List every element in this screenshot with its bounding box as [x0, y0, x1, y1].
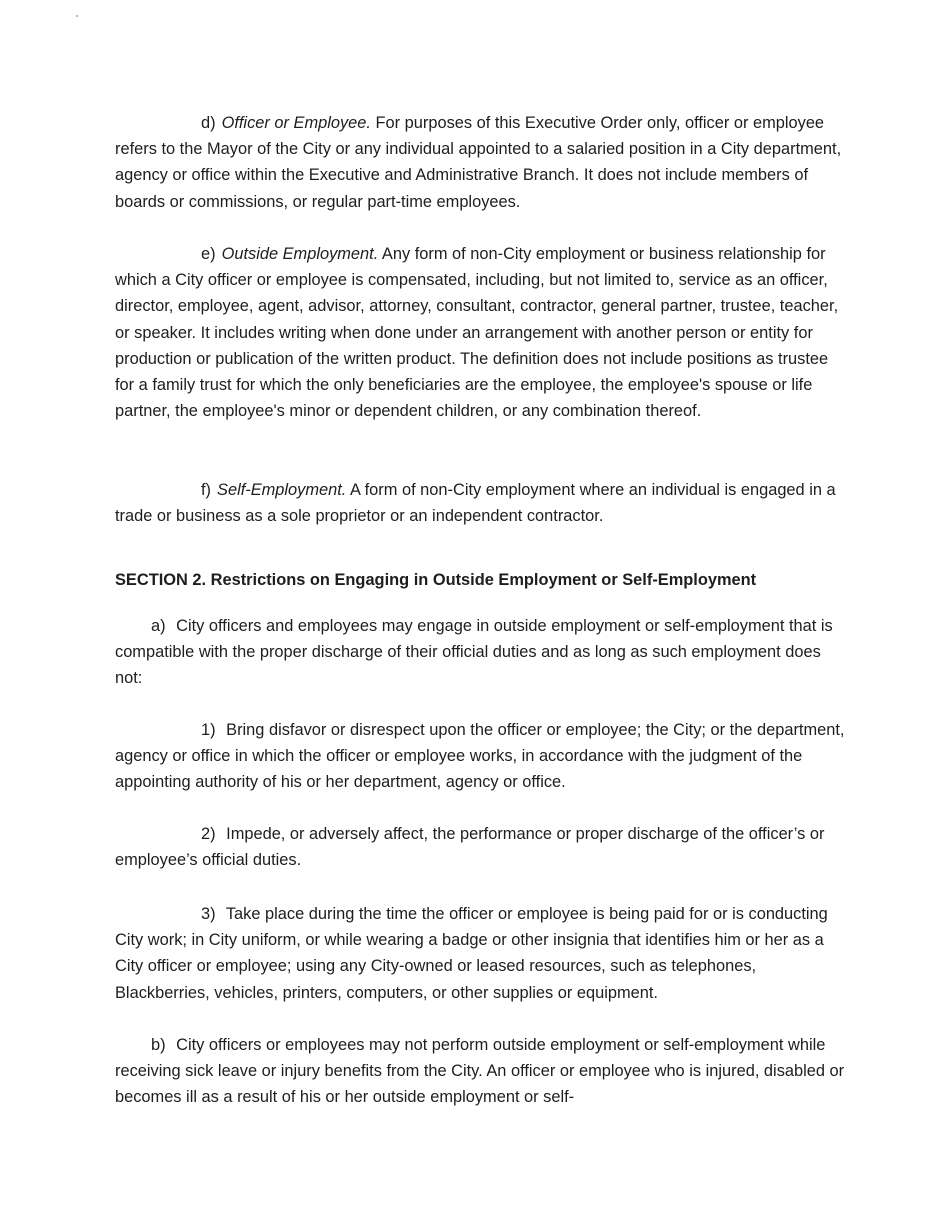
- paragraph-text: City officers or employees may not perform outside employment or self-employment while receiving sick leave or injury benefits from the City. An officer or employee who is injured, disabled or becomes ill as a result of his or her outside employment or self-: [115, 1036, 845, 1107]
- item-label: 3): [201, 905, 216, 923]
- definition-outside-employment: [115, 241, 845, 424]
- definition-officer-or-employee: [115, 110, 845, 215]
- defined-term: Self-Employment.: [217, 481, 347, 499]
- defined-term: Officer or Employee.: [221, 114, 371, 132]
- definition-text: A form of non-City employment where an individual is engaged in a trade or business as a sole proprietor or an independent contractor.: [115, 481, 836, 526]
- item-text: Bring disfavor or disrespect upon the officer or employee; the City; or the department, agency or office in which the officer or employee works, in accordance with the judgment of the appointing authority of his or her department, agency or office.: [115, 721, 845, 792]
- paragraph-label: e): [201, 245, 216, 263]
- restriction-item-2: [115, 821, 845, 873]
- definition-text: For purposes of this Executive Order only, officer or employee refers to the Mayor of the City or any individual appointed to a salaried position in a City department, agency or office within the Executive and Administrative Branch. It does not include members of boards or commissions, or regular part-time employees.: [115, 114, 842, 211]
- section2-paragraph-b: [115, 1032, 845, 1111]
- paragraph-label: b): [151, 1036, 166, 1054]
- paragraph-label: a): [151, 617, 166, 635]
- scan-speck: [76, 15, 78, 17]
- definition-self-employment: [115, 477, 845, 529]
- paragraph-label: d): [201, 114, 216, 132]
- definition-text: Any form of non-City employment or business relationship for which a City officer or employee is compensated, including, but not limited to, service as an officer, director, employee, agent, advisor, attorney, consultant, contractor, general partner, trustee, teacher, or speaker. It includes writing when done under an arrangement with another person or entity for production or publication of the written product. The definition does not include positions as trustee for a family trust for which the only beneficiaries are the employee, the employee's spouse or life partner, the employee's minor or dependent children, or any combination thereof.: [115, 245, 839, 421]
- restriction-item-3: [115, 901, 845, 1006]
- paragraph-text: City officers and employees may engage in outside employment or self-employment that is compatible with the proper discharge of their official duties and as long as such employment does not:: [115, 617, 833, 688]
- section-heading: SECTION 2. Restrictions on Engaging in Outside Employment or Self-Employment: [115, 571, 757, 589]
- defined-term: Outside Employment.: [221, 245, 379, 263]
- section2-paragraph-a: [115, 613, 845, 692]
- item-label: 1): [201, 721, 216, 739]
- item-label: 2): [201, 825, 216, 843]
- item-text: Impede, or adversely affect, the performance or proper discharge of the officer’s or employee’s official duties.: [115, 825, 825, 870]
- paragraph-label: f): [201, 481, 212, 499]
- restriction-item-1: [115, 717, 845, 796]
- item-text: Take place during the time the officer or employee is being paid for or is conducting City work; in City uniform, or while wearing a badge or other insignia that identifies him or her as a City officer or employee; using any City-owned or leased resources, such as telephones, Blackberries, vehicles, printers, computers, or other supplies or equipment.: [115, 905, 828, 1002]
